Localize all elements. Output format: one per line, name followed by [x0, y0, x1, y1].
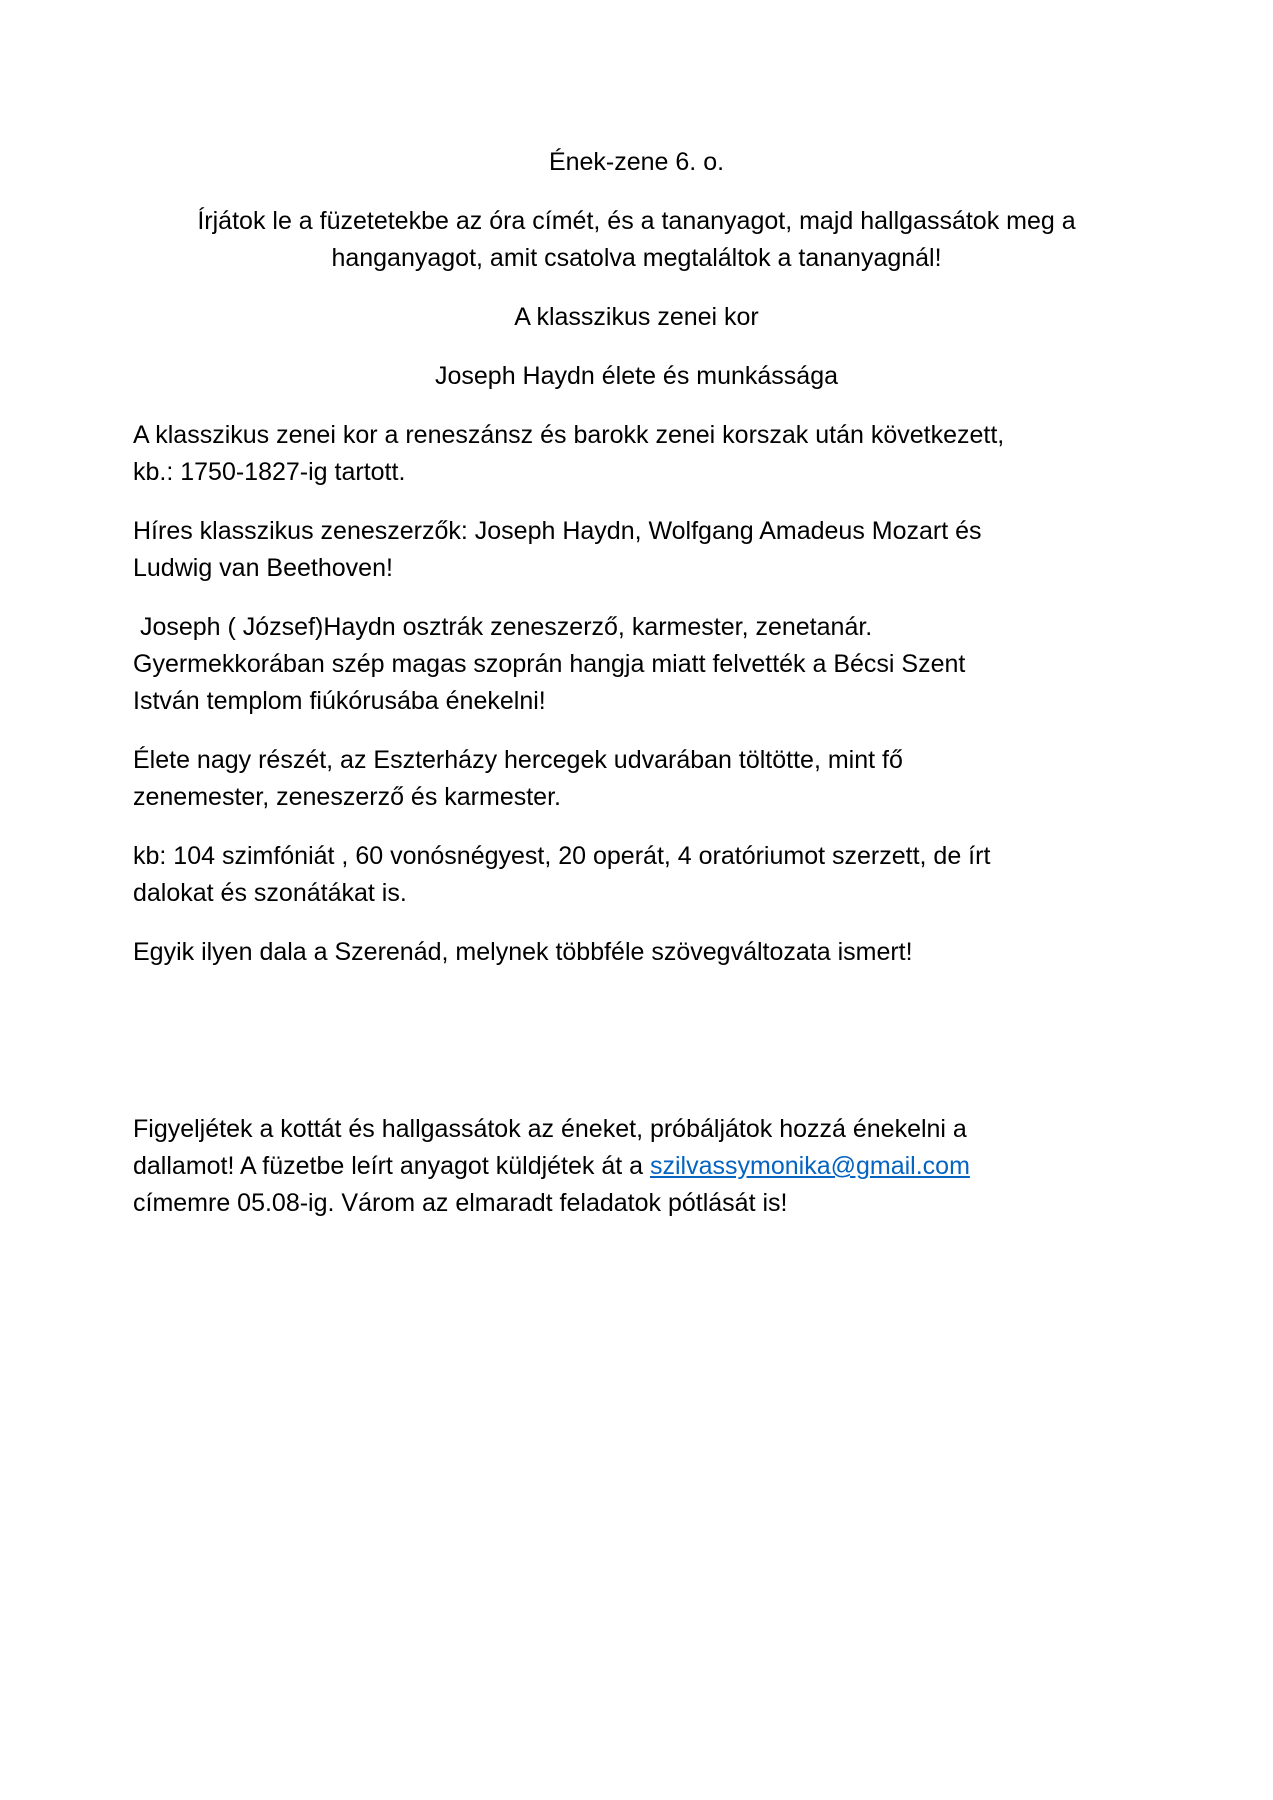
text-run: dalokat és szonátákat is. — [133, 879, 407, 907]
text-line — [133, 934, 1140, 971]
text-run: István templom fiúkórusába énekelni! — [133, 687, 546, 715]
text-run: Joseph Haydn élete és munkássága — [434, 362, 839, 390]
body-paragraph — [133, 609, 1140, 720]
text-line — [133, 417, 1140, 454]
text-line — [133, 550, 1140, 587]
text-run: Élete nagy részét, az Eszterházy hercegek udvarában töltötte, mint fő — [133, 746, 903, 774]
text-run: Híres klasszikus zeneszerzők: Joseph Haydn, Wolfgang Amadeus Mozart és — [133, 517, 982, 545]
lesson-title — [133, 358, 1140, 395]
text-line — [133, 240, 1140, 277]
text-line — [133, 838, 1140, 875]
text-line — [133, 1148, 1140, 1185]
text-run: Ének-zene 6. o. — [548, 148, 725, 176]
text-line — [133, 683, 1140, 720]
text-line — [133, 203, 1140, 240]
text-run: Írjátok le a füzetetekbe az óra címét, és a tananyagot, majd hallgassátok meg a — [197, 207, 1076, 235]
text-run: A klasszikus zenei kor — [514, 303, 759, 331]
closing-paragraph — [133, 1111, 1140, 1222]
doc-title — [133, 144, 1140, 181]
text-run: Egyik ilyen dala a Szerenád, melynek többféle szövegváltozata ismert! — [133, 938, 913, 966]
text-line — [133, 299, 1140, 336]
section-heading — [133, 299, 1140, 336]
body-paragraph — [133, 513, 1140, 587]
text-line — [133, 993, 1140, 1030]
text-run: kb: 104 szimfóniát , 60 vonósnégyest, 20 operát, 4 oratóriumot szerzett, de írt — [133, 842, 991, 870]
empty-paragraph — [133, 993, 1140, 1030]
text-run: Figyeljétek a kottát és hallgassátok az éneket, próbáljátok hozzá énekelni a — [133, 1115, 967, 1143]
text-line — [133, 144, 1140, 181]
text-run: címemre 05.08-ig. Várom az elmaradt feladatok pótlását is! — [133, 1189, 788, 1217]
text-line — [133, 454, 1140, 491]
text-run: A klasszikus zenei kor a reneszánsz és barokk zenei korszak után következett, — [133, 421, 1005, 449]
text-run: Joseph ( József)Haydn osztrák zeneszerző, karmester, zenetanár. — [133, 613, 873, 641]
text-line — [133, 358, 1140, 395]
body-paragraph — [133, 838, 1140, 912]
text-line — [133, 1052, 1140, 1089]
text-run: Gyermekkorában szép magas szoprán hangja miatt felvették a Bécsi Szent — [133, 650, 966, 678]
instruction-paragraph — [133, 203, 1140, 277]
text-run: Ludwig van Beethoven! — [133, 554, 393, 582]
body-paragraph — [133, 934, 1140, 971]
text-run: dallamot! A füzetbe leírt anyagot küldjétek át a — [133, 1152, 650, 1180]
text-line — [133, 1185, 1140, 1222]
empty-paragraph — [133, 1052, 1140, 1089]
body-paragraph — [133, 417, 1140, 491]
text-run: zenemester, zeneszerző és karmester. — [133, 783, 561, 811]
text-run: kb.: 1750-1827-ig tartott. — [133, 458, 406, 486]
text-line — [133, 513, 1140, 550]
text-line — [133, 875, 1140, 912]
text-line — [133, 1111, 1140, 1148]
text-run: hanganyagot, amit csatolva megtaláltok a tananyagnál! — [331, 244, 942, 272]
document-content — [133, 144, 1140, 1222]
text-line — [133, 646, 1140, 683]
email-link[interactable]: szilvassymonika@gmail.com — [650, 1152, 970, 1180]
text-line — [133, 742, 1140, 779]
text-line — [133, 779, 1140, 816]
body-paragraph — [133, 742, 1140, 816]
text-line — [133, 609, 1140, 646]
